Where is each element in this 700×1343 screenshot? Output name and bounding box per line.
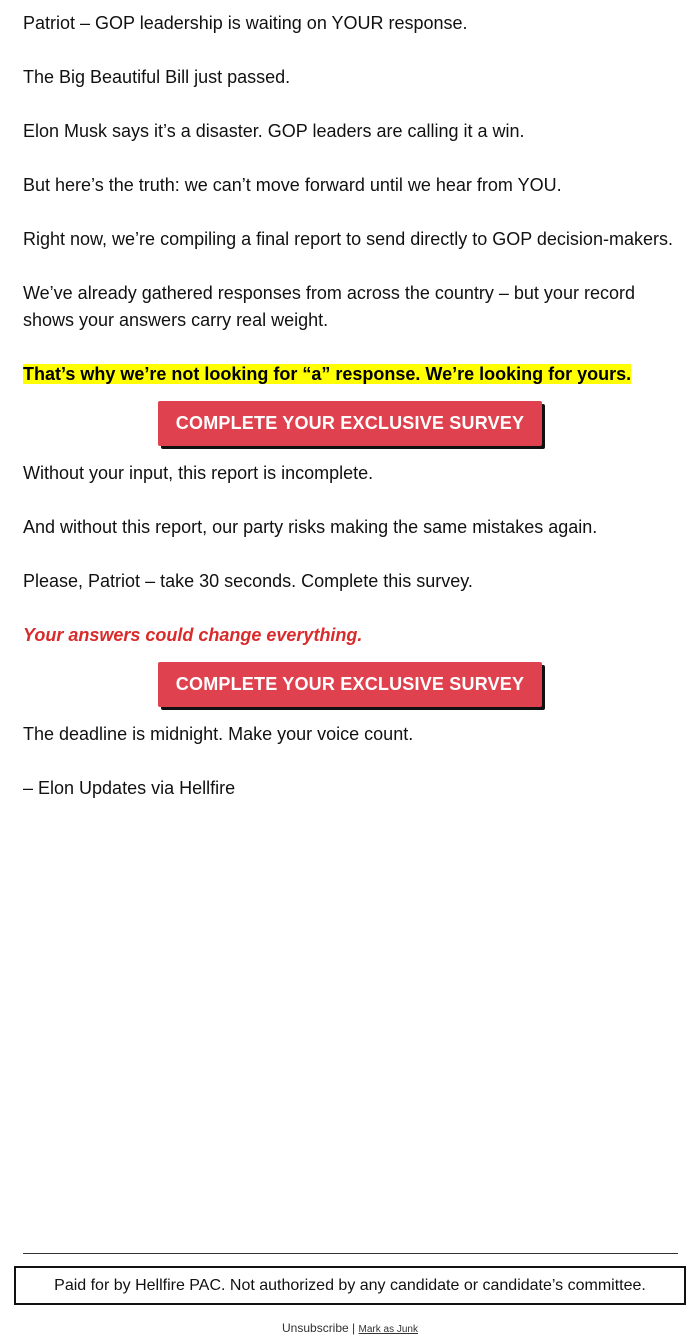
unsubscribe-link[interactable]: Unsubscribe bbox=[282, 1321, 349, 1335]
signature: – Elon Updates via Hellfire bbox=[23, 778, 236, 798]
highlighted-text: That’s why we’re not looking for “a” response. We’re looking for yours. bbox=[23, 364, 632, 384]
mistakes-paragraph: And without this report, our party risks making the same mistakes again. bbox=[23, 517, 598, 537]
mark-as-junk-link[interactable]: Mark as Junk bbox=[358, 1324, 418, 1335]
musk-paragraph: Elon Musk says it’s a disaster. GOP leaders are calling it a win. bbox=[23, 121, 525, 141]
footer-links bbox=[0, 1321, 700, 1335]
responses-paragraph: We’ve already gathered responses from across the country – but your record shows your answers carry real weight. bbox=[23, 283, 635, 330]
seconds-paragraph: Please, Patriot – take 30 seconds. Complete this survey. bbox=[23, 571, 473, 591]
footer-separator: | bbox=[352, 1321, 356, 1335]
paid-for-disclaimer: Paid for by Hellfire PAC. Not authorized by any candidate or candidate’s committee. bbox=[14, 1266, 686, 1305]
complete-survey-button-2[interactable]: COMPLETE YOUR EXCLUSIVE SURVEY bbox=[158, 662, 542, 707]
emphasis-paragraph: Your answers could change everything. bbox=[23, 625, 363, 645]
highlight-paragraph bbox=[23, 361, 683, 388]
footer-divider bbox=[23, 1253, 678, 1254]
truth-paragraph: But here’s the truth: we can’t move forward until we hear from YOU. bbox=[23, 175, 562, 195]
cta-wrapper-2 bbox=[0, 662, 700, 707]
deadline-paragraph: The deadline is midnight. Make your voice count. bbox=[23, 724, 414, 744]
cta-wrapper-1 bbox=[0, 401, 700, 446]
report-paragraph: Right now, we’re compiling a final report to send directly to GOP decision-makers. bbox=[23, 229, 673, 249]
bill-paragraph: The Big Beautiful Bill just passed. bbox=[23, 67, 291, 87]
intro-paragraph: Patriot – GOP leadership is waiting on YOUR response. bbox=[23, 13, 468, 33]
email-body bbox=[23, 10, 683, 829]
complete-survey-button-1[interactable]: COMPLETE YOUR EXCLUSIVE SURVEY bbox=[158, 401, 542, 446]
input-paragraph: Without your input, this report is incomplete. bbox=[23, 463, 374, 483]
